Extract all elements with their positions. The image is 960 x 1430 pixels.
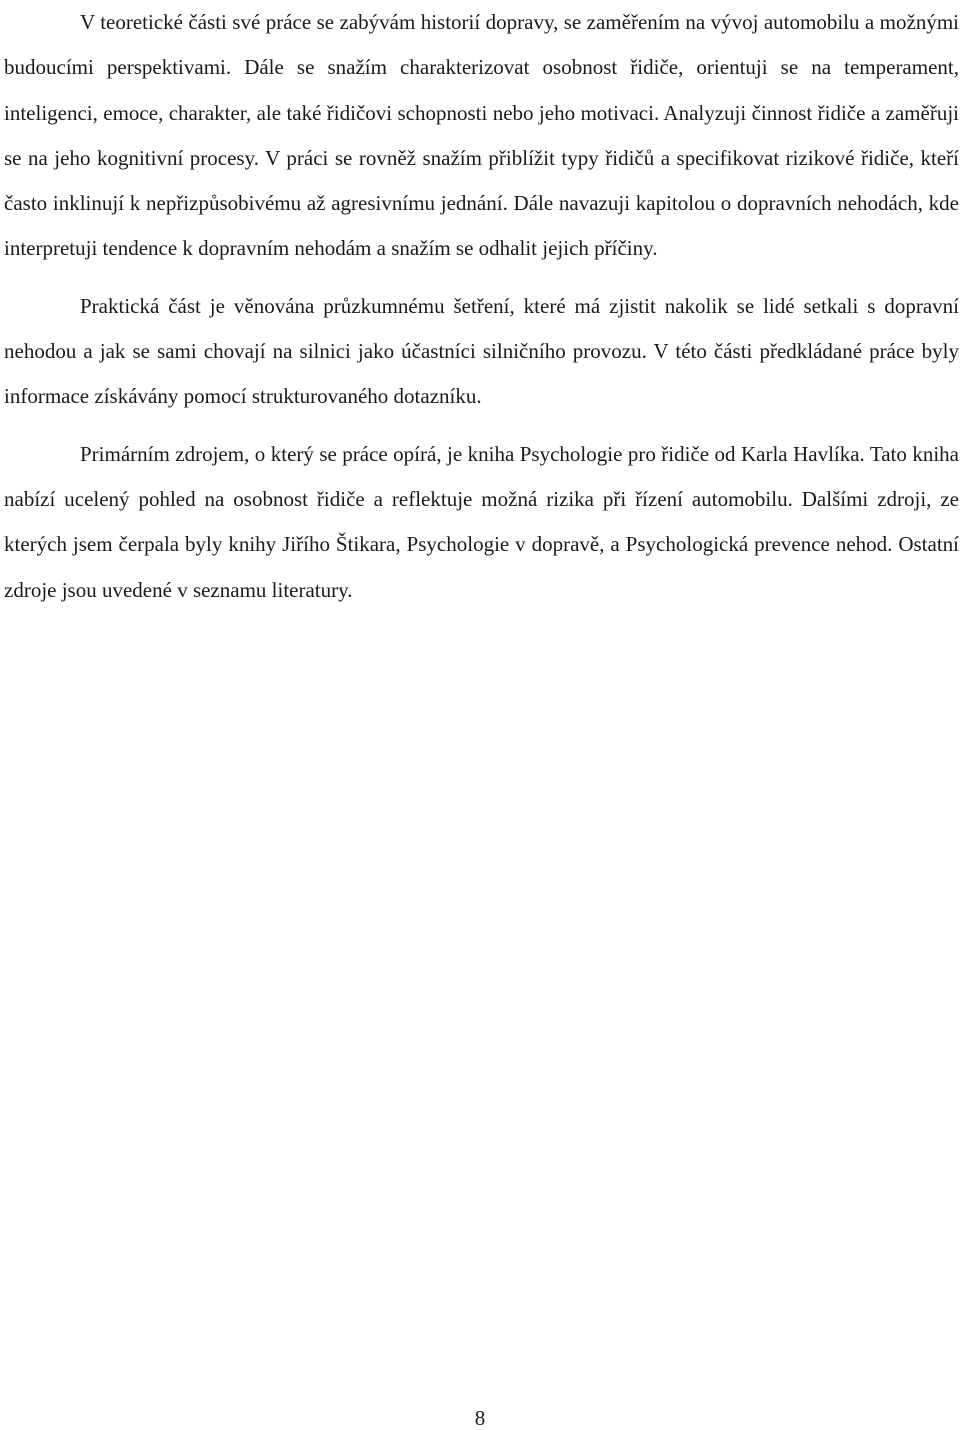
paragraph-sources: Primárním zdrojem, o který se práce opírá, je kniha Psychologie pro řidiče od Karla Havlíka. Tato kniha nabízí ucelený pohled na osobnost řidiče a reflektuje možná rizika při řízení automobilu. Dalšími zdroji, ze kterých jsem čerpala byly knihy Jiřího Štikara, Psychologie v dopravě, a Psychologická prevence nehod. Ostatní zdroje jsou uvedené v seznamu literatury. bbox=[4, 441, 959, 602]
page-number: 8 bbox=[474, 1406, 486, 1430]
paragraph-practical: Praktická část je věnována průzkumnému šetření, které má zjistit nakolik se lidé setkali s dopravní nehodou a jak se sami chovají na silnici jako účastníci silničního provozu. V této části předkládané práce byly informace získávány pomocí strukturovaného dotazníku. bbox=[4, 293, 959, 409]
document-page bbox=[4, 0, 959, 613]
paragraph-theory: V teoretické části své práce se zabývám historií dopravy, se zaměřením na vývoj automobilu a možnými budoucími perspektivami. Dále se snažím charakterizovat osobnost řidiče, orientuji se na temperament, inteligenci, emoce, charakter, ale také řidičovi schopnosti nebo jeho motivaci. Analyzuji činnost řidiče a zaměřuji se na jeho kognitivní procesy. V práci se rovněž snažím přiblížit typy řidičů a specifikovat rizikové řidiče, kteří často inklinují k nepřizpůsobivému až agresivnímu jednání. Dále navazuji kapitolou o dopravních nehodách, kde interpretuji tendence k dopravním nehodám a snažím se odhalit jejich příčiny. bbox=[4, 10, 959, 261]
